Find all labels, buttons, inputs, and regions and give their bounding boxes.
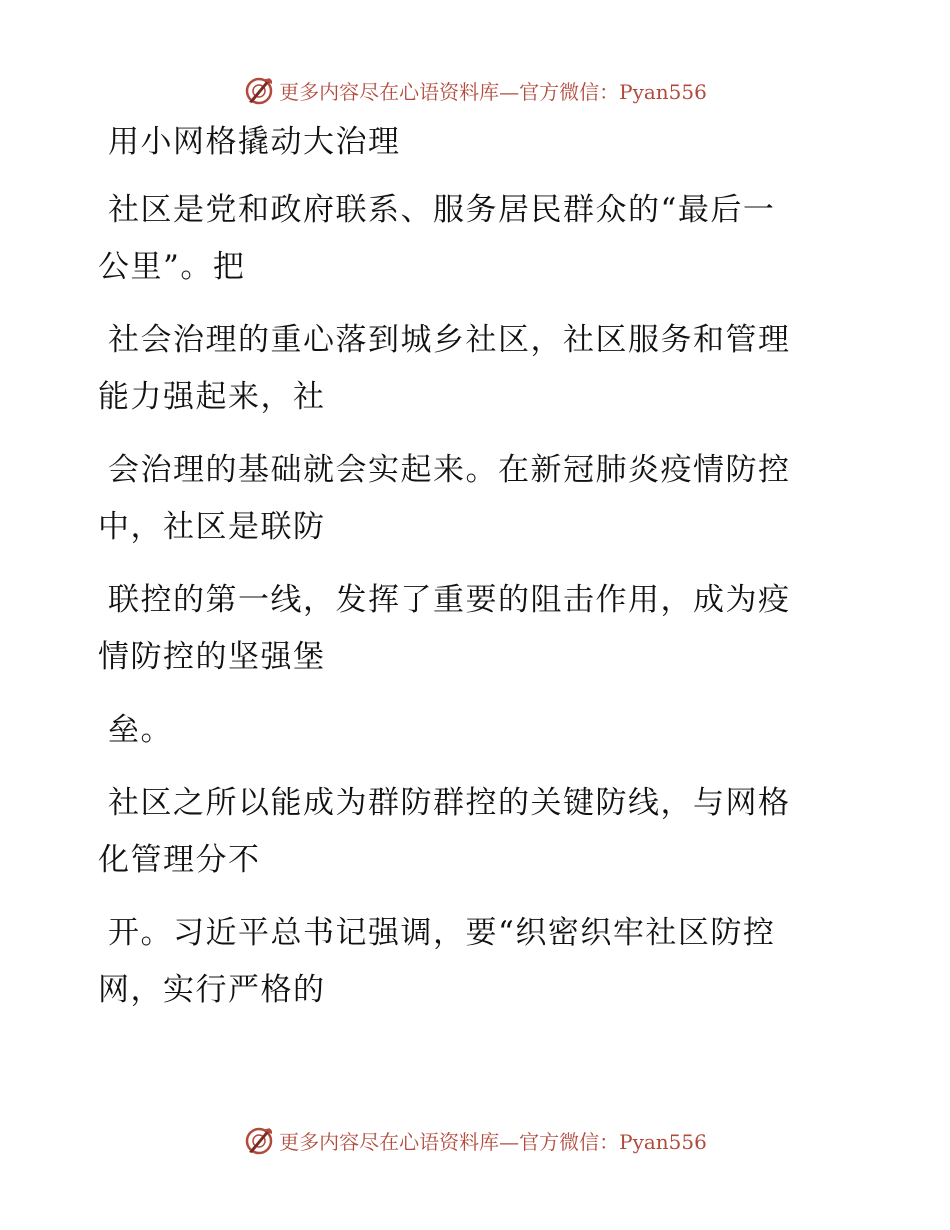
paragraph-line: 情防控的坚强堡 bbox=[98, 639, 326, 675]
paragraph-line: 开。习近平总书记强调，要“织密织牢社区防控 bbox=[108, 915, 776, 951]
paragraph-line: 公里”。把 bbox=[98, 249, 246, 285]
paragraph-line: 联控的第一线，发挥了重要的阻击作用，成为疫 bbox=[108, 582, 791, 618]
header-banner-text: 更多内容尽在心语资料库—官方微信：Pyan556 bbox=[279, 79, 707, 104]
paragraph-line: 社区之所以能成为群防群控的关键防线，与网格 bbox=[108, 785, 791, 821]
paragraph-line: 社会治理的重心落到城乡社区，社区服务和管理 bbox=[108, 322, 791, 358]
paragraph-line: 中，社区是联防 bbox=[98, 509, 326, 545]
paragraph-line: 网，实行严格的 bbox=[98, 972, 326, 1008]
header-watermark-banner bbox=[0, 70, 950, 110]
quill-logo-icon bbox=[243, 1124, 275, 1156]
paragraph-line: 化管理分不 bbox=[98, 842, 261, 878]
paragraph-line: 垒。 bbox=[108, 712, 173, 748]
document-body bbox=[98, 122, 838, 1010]
paragraph-line: 社区是党和政府联系、服务居民群众的“最后一 bbox=[108, 192, 776, 228]
document-title: 用小网格撬动大治理 bbox=[108, 124, 401, 160]
quill-logo-icon bbox=[243, 74, 275, 106]
paragraph-line: 会治理的基础就会实起来。在新冠肺炎疫情防控 bbox=[108, 452, 791, 488]
footer-watermark-banner bbox=[0, 1120, 950, 1160]
footer-banner-text: 更多内容尽在心语资料库—官方微信：Pyan556 bbox=[279, 1129, 707, 1154]
paragraph-line: 能力强起来，社 bbox=[98, 379, 326, 415]
